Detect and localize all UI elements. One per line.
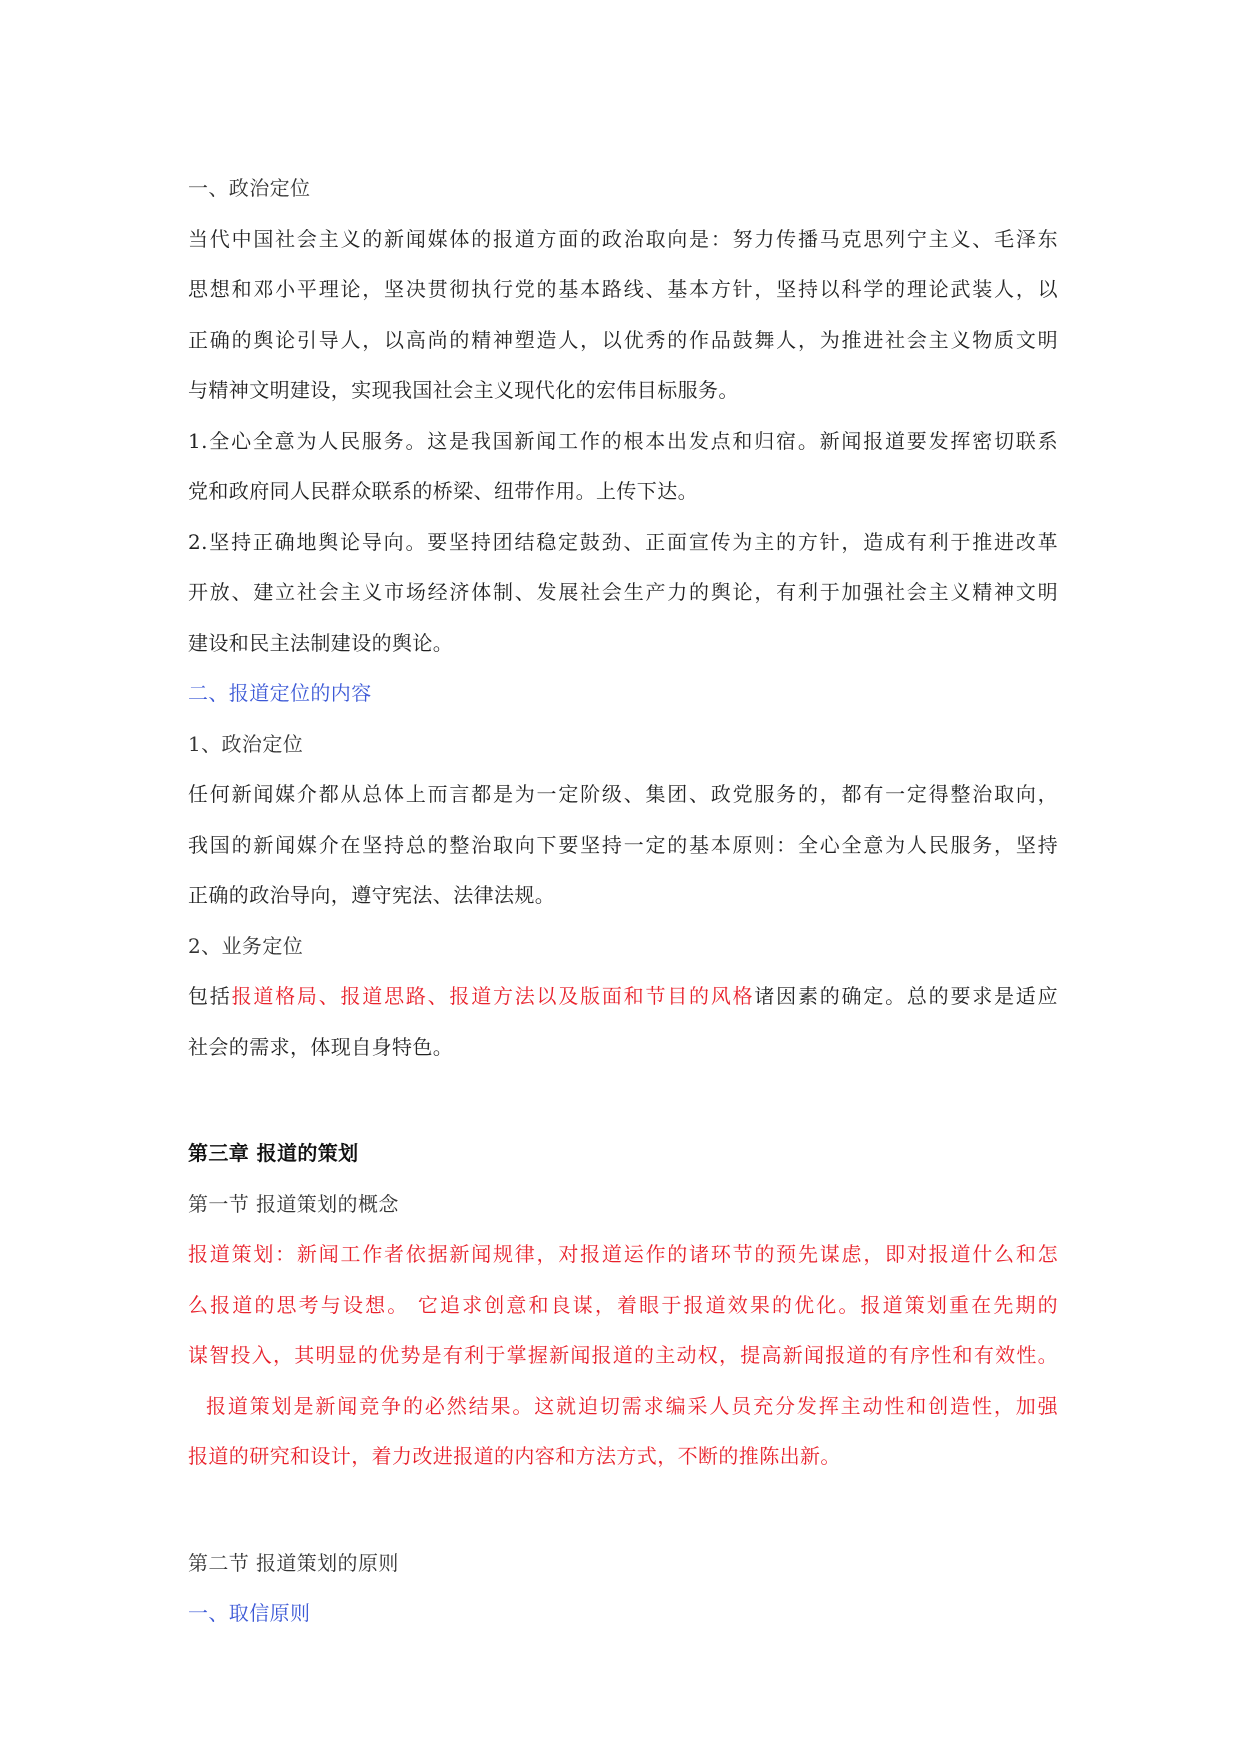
- point-2-paragraph: [188, 517, 1058, 669]
- paragraph-line: 当代中国社会主义的新闻媒体的报道方面的政治取向是：努力传播马克思列宁主义、毛泽东: [188, 226, 1058, 251]
- text-run: 包括: [188, 984, 232, 1008]
- paragraph-line: 报道策划：新闻工作者依据新闻规律，对报道运作的诸环节的预先谋虑，即对报道什么和怎: [188, 1242, 1058, 1266]
- paragraph-line: 社会的需求，体现自身特色。: [188, 1034, 454, 1059]
- paragraph-line: 2.坚持正确地舆论导向。要坚持团结稳定鼓劲、正面宣传为主的方针，造成有利于推进改革: [188, 529, 1058, 554]
- paragraph-line: 思想和邓小平理论，坚决贯彻执行党的基本路线、基本方针，坚持以科学的理论武装人，以: [188, 277, 1058, 301]
- paragraph-line: 开放、建立社会主义市场经济体制、发展社会生产力的舆论，有利于加强社会主义精神文明: [188, 580, 1058, 604]
- chapter-3-heading: 第三章 报道的策划: [188, 1141, 359, 1165]
- subsection-political-positioning-heading: 1、政治定位: [188, 731, 304, 756]
- highlighted-text: 报道格局、报道思路、报道方法以及版面和节目的风格: [231, 984, 755, 1008]
- section-2-heading: 第二节 报道策划的原则: [188, 1550, 399, 1575]
- paragraph-line: 报道的研究和设计，着力改进报道的内容和方法方式，不断的推陈出新。: [188, 1444, 841, 1468]
- report-positioning-content-heading: 二、报道定位的内容: [188, 681, 372, 705]
- paragraph-line: 报道策划是新闻竞争的必然结果。这就迫切需求编采人员充分发挥主动性和创造性，加强: [206, 1393, 1058, 1418]
- paragraph-line: 任何新闻媒介都从总体上而言都是为一定阶级、集团、政党服务的，都有一定得整治取向，: [188, 782, 1058, 806]
- paragraph-line: 正确的舆论引导人，以高尚的精神塑造人，以优秀的作品鼓舞人，为推进社会主义物质文明: [188, 327, 1058, 352]
- text-run: 诸因素的确定。总的要求是适应: [754, 984, 1058, 1008]
- paragraph-line: 我国的新闻媒介在坚持总的整治取向下要坚持一定的基本原则：全心全意为人民服务，坚持: [188, 832, 1058, 857]
- paragraph-line: 建设和民主法制建设的舆论。: [188, 630, 454, 655]
- paragraph-line: 党和政府同人民群众联系的桥梁、纽带作用。上传下达。: [188, 479, 698, 503]
- section-1-heading: 第一节 报道策划的概念: [188, 1191, 399, 1216]
- spacer: [188, 1072, 1058, 1128]
- paragraph-line: 谋智投入，其明显的优势是有利于掌握新闻报道的主动权，提高新闻报道的有序性和有效性。: [188, 1343, 1058, 1367]
- political-positioning-paragraph: [188, 769, 1058, 921]
- spacer: [188, 1482, 1058, 1538]
- document-page: [188, 163, 1058, 1639]
- point-1-paragraph: [188, 416, 1058, 517]
- paragraph-line: 正确的政治导向，遵守宪法、法律法规。: [188, 883, 556, 907]
- political-positioning-heading: 一、政治定位: [188, 176, 311, 200]
- subsection-business-positioning-heading: 2、业务定位: [188, 933, 304, 958]
- report-planning-definition-paragraph: [188, 1229, 1058, 1482]
- political-orientation-paragraph: [188, 214, 1058, 416]
- credibility-principle-heading: 一、取信原则: [188, 1601, 311, 1625]
- paragraph-line: [188, 971, 1058, 1022]
- paragraph-line: 1.全心全意为人民服务。这是我国新闻工作的根本出发点和归宿。新闻报道要发挥密切联系: [188, 428, 1058, 453]
- paragraph-line: 与精神文明建设，实现我国社会主义现代化的宏伟目标服务。: [188, 378, 739, 402]
- business-positioning-paragraph: [188, 971, 1058, 1072]
- paragraph-line: 么报道的思考与设想。 它追求创意和良谋，着眼于报道效果的优化。报道策划重在先期的: [188, 1292, 1058, 1317]
